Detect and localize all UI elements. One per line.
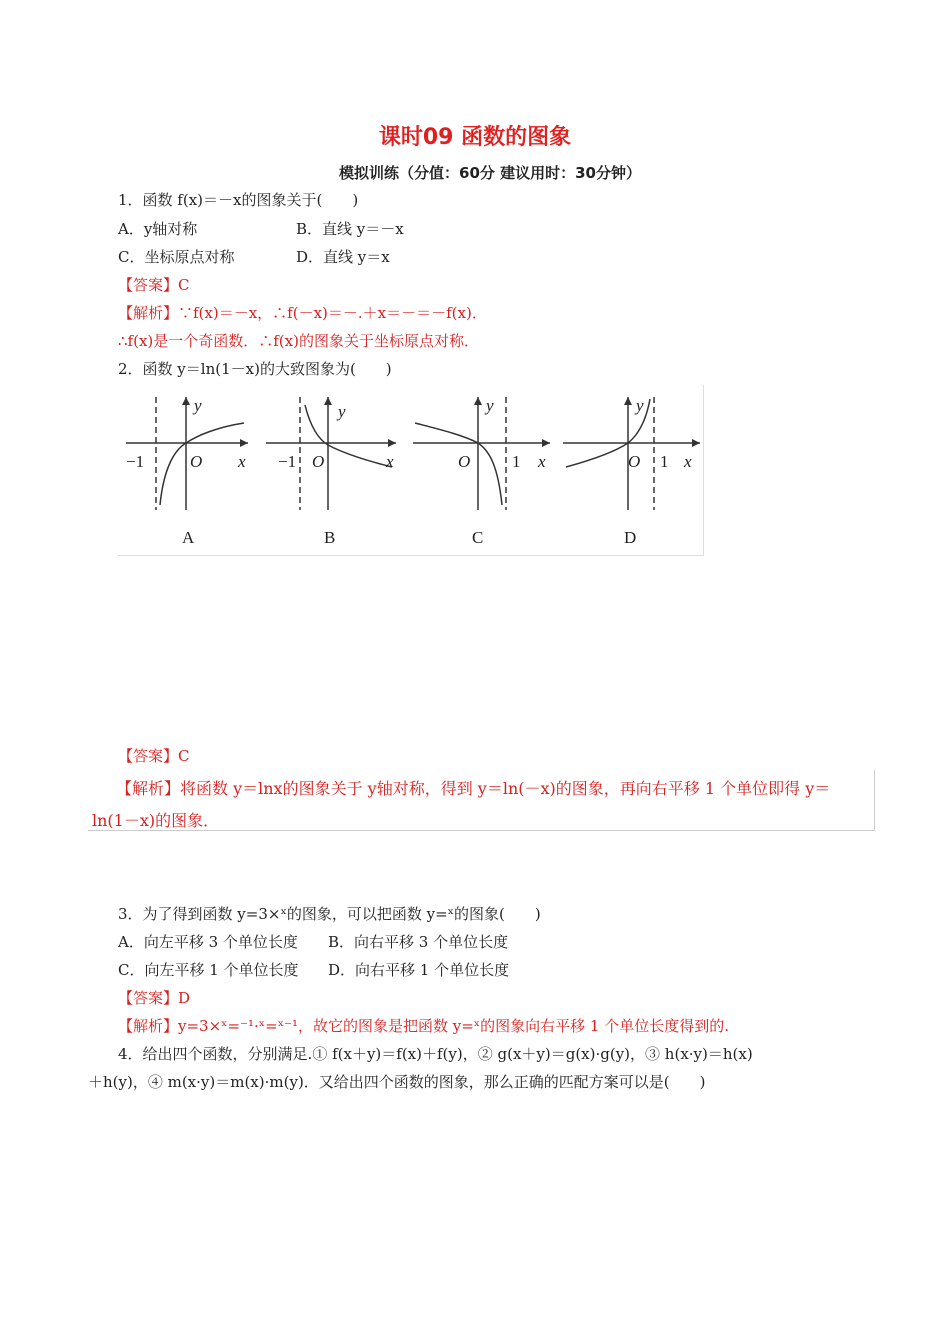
graph-c-x-label: x — [538, 452, 546, 471]
graph-a — [126, 397, 248, 510]
graph-c-label: C — [472, 528, 484, 547]
graph-c — [413, 397, 550, 510]
q3-stem: 3．为了得到函数 y=3×ˣ的图象，可以把函数 y=ˣ的图象( ) — [118, 905, 541, 923]
q2-graph-figure — [118, 385, 704, 556]
graph-c-asymptote-label: 1 — [512, 452, 521, 471]
q1-answer: 【答案】C — [118, 276, 190, 294]
graph-b-label: B — [324, 528, 336, 547]
graph-a-y-label: y — [194, 396, 202, 415]
q2-analysis-box — [88, 770, 875, 831]
page-subtitle: 模拟训练（分值：60分 建议用时：30分钟） — [339, 164, 641, 182]
q1-option-d: D．直线 y＝x — [296, 248, 390, 266]
q1-analysis-line2: ∴f(x)是一个奇函数．∴f(x)的图象关于坐标原点对称． — [118, 332, 479, 350]
graph-b-y-label: y — [338, 402, 346, 421]
q1-option-b: B．直线 y＝－x — [296, 220, 404, 238]
q3-option-b: B．向右平移 3 个单位长度 — [328, 933, 509, 951]
graph-a-origin: O — [190, 452, 203, 471]
q1-option-a: A．y轴对称 — [118, 220, 198, 238]
q1-analysis-line1: 【解析】∵f(x)＝－x，∴f(－x)＝－.＋x＝－＝－f(x)． — [118, 304, 487, 322]
page-title: 课时09 函数的图象 — [378, 125, 572, 150]
graph-a-asymptote-label: −1 — [126, 452, 145, 471]
graph-c-y-label: y — [486, 396, 494, 415]
q1-stem: 1．函数 f(x)＝－x的图象关于( ) — [118, 191, 359, 209]
graph-d-asymptote-label: 1 — [660, 452, 669, 471]
graph-b-asymptote-label: −1 — [278, 452, 297, 471]
q2-stem: 2．函数 y＝ln(1－x)的大致图象为( ) — [118, 360, 392, 378]
graph-d-x-label: x — [684, 452, 692, 471]
q2-analysis-line1: 【解析】将函数 y＝lnx的图象关于 y轴对称，得到 y＝ln(－x)的图象，再向右平移 1 个单位即得 y＝ — [116, 779, 831, 798]
q3-answer: 【答案】D — [118, 989, 191, 1007]
graph-b-origin: O — [312, 452, 325, 471]
graph-a-x-label: x — [238, 452, 246, 471]
q3-option-c: C．向左平移 1 个单位长度 — [118, 961, 299, 979]
graph-d-origin: O — [628, 452, 641, 471]
graph-d-y-label: y — [636, 396, 644, 415]
q3-analysis: 【解析】y=3×ˣ=⁻¹·ˣ=ˣ⁻¹，故它的图象是把函数 y=ˣ的图象向右平移 1 个单位长度得到的. — [118, 1017, 730, 1035]
q4-stem-line1: 4．给出四个函数，分别满足.① f(x＋y)＝f(x)＋f(y)，② g(x＋y)＝g(x)·g(y)，③ h(x·y)＝h(x) — [118, 1045, 753, 1063]
graph-a-label: A — [182, 528, 195, 547]
graph-b-x-label: x — [386, 452, 394, 471]
q3-option-d: D．向右平移 1 个单位长度 — [328, 961, 510, 979]
q3-option-a: A．向左平移 3 个单位长度 — [118, 933, 298, 951]
q2-analysis-line2: ln(1－x)的图象． — [92, 811, 220, 830]
graph-c-origin: O — [458, 452, 471, 471]
q1-option-c: C．坐标原点对称 — [118, 248, 235, 266]
q2-answer: 【答案】C — [118, 747, 190, 765]
q4-stem-line2: ＋h(y)，④ m(x·y)＝m(x)·m(y)．又给出四个函数的图象，那么正确的匹配方案可以是( ) — [88, 1073, 706, 1091]
graph-d-label: D — [624, 528, 637, 547]
